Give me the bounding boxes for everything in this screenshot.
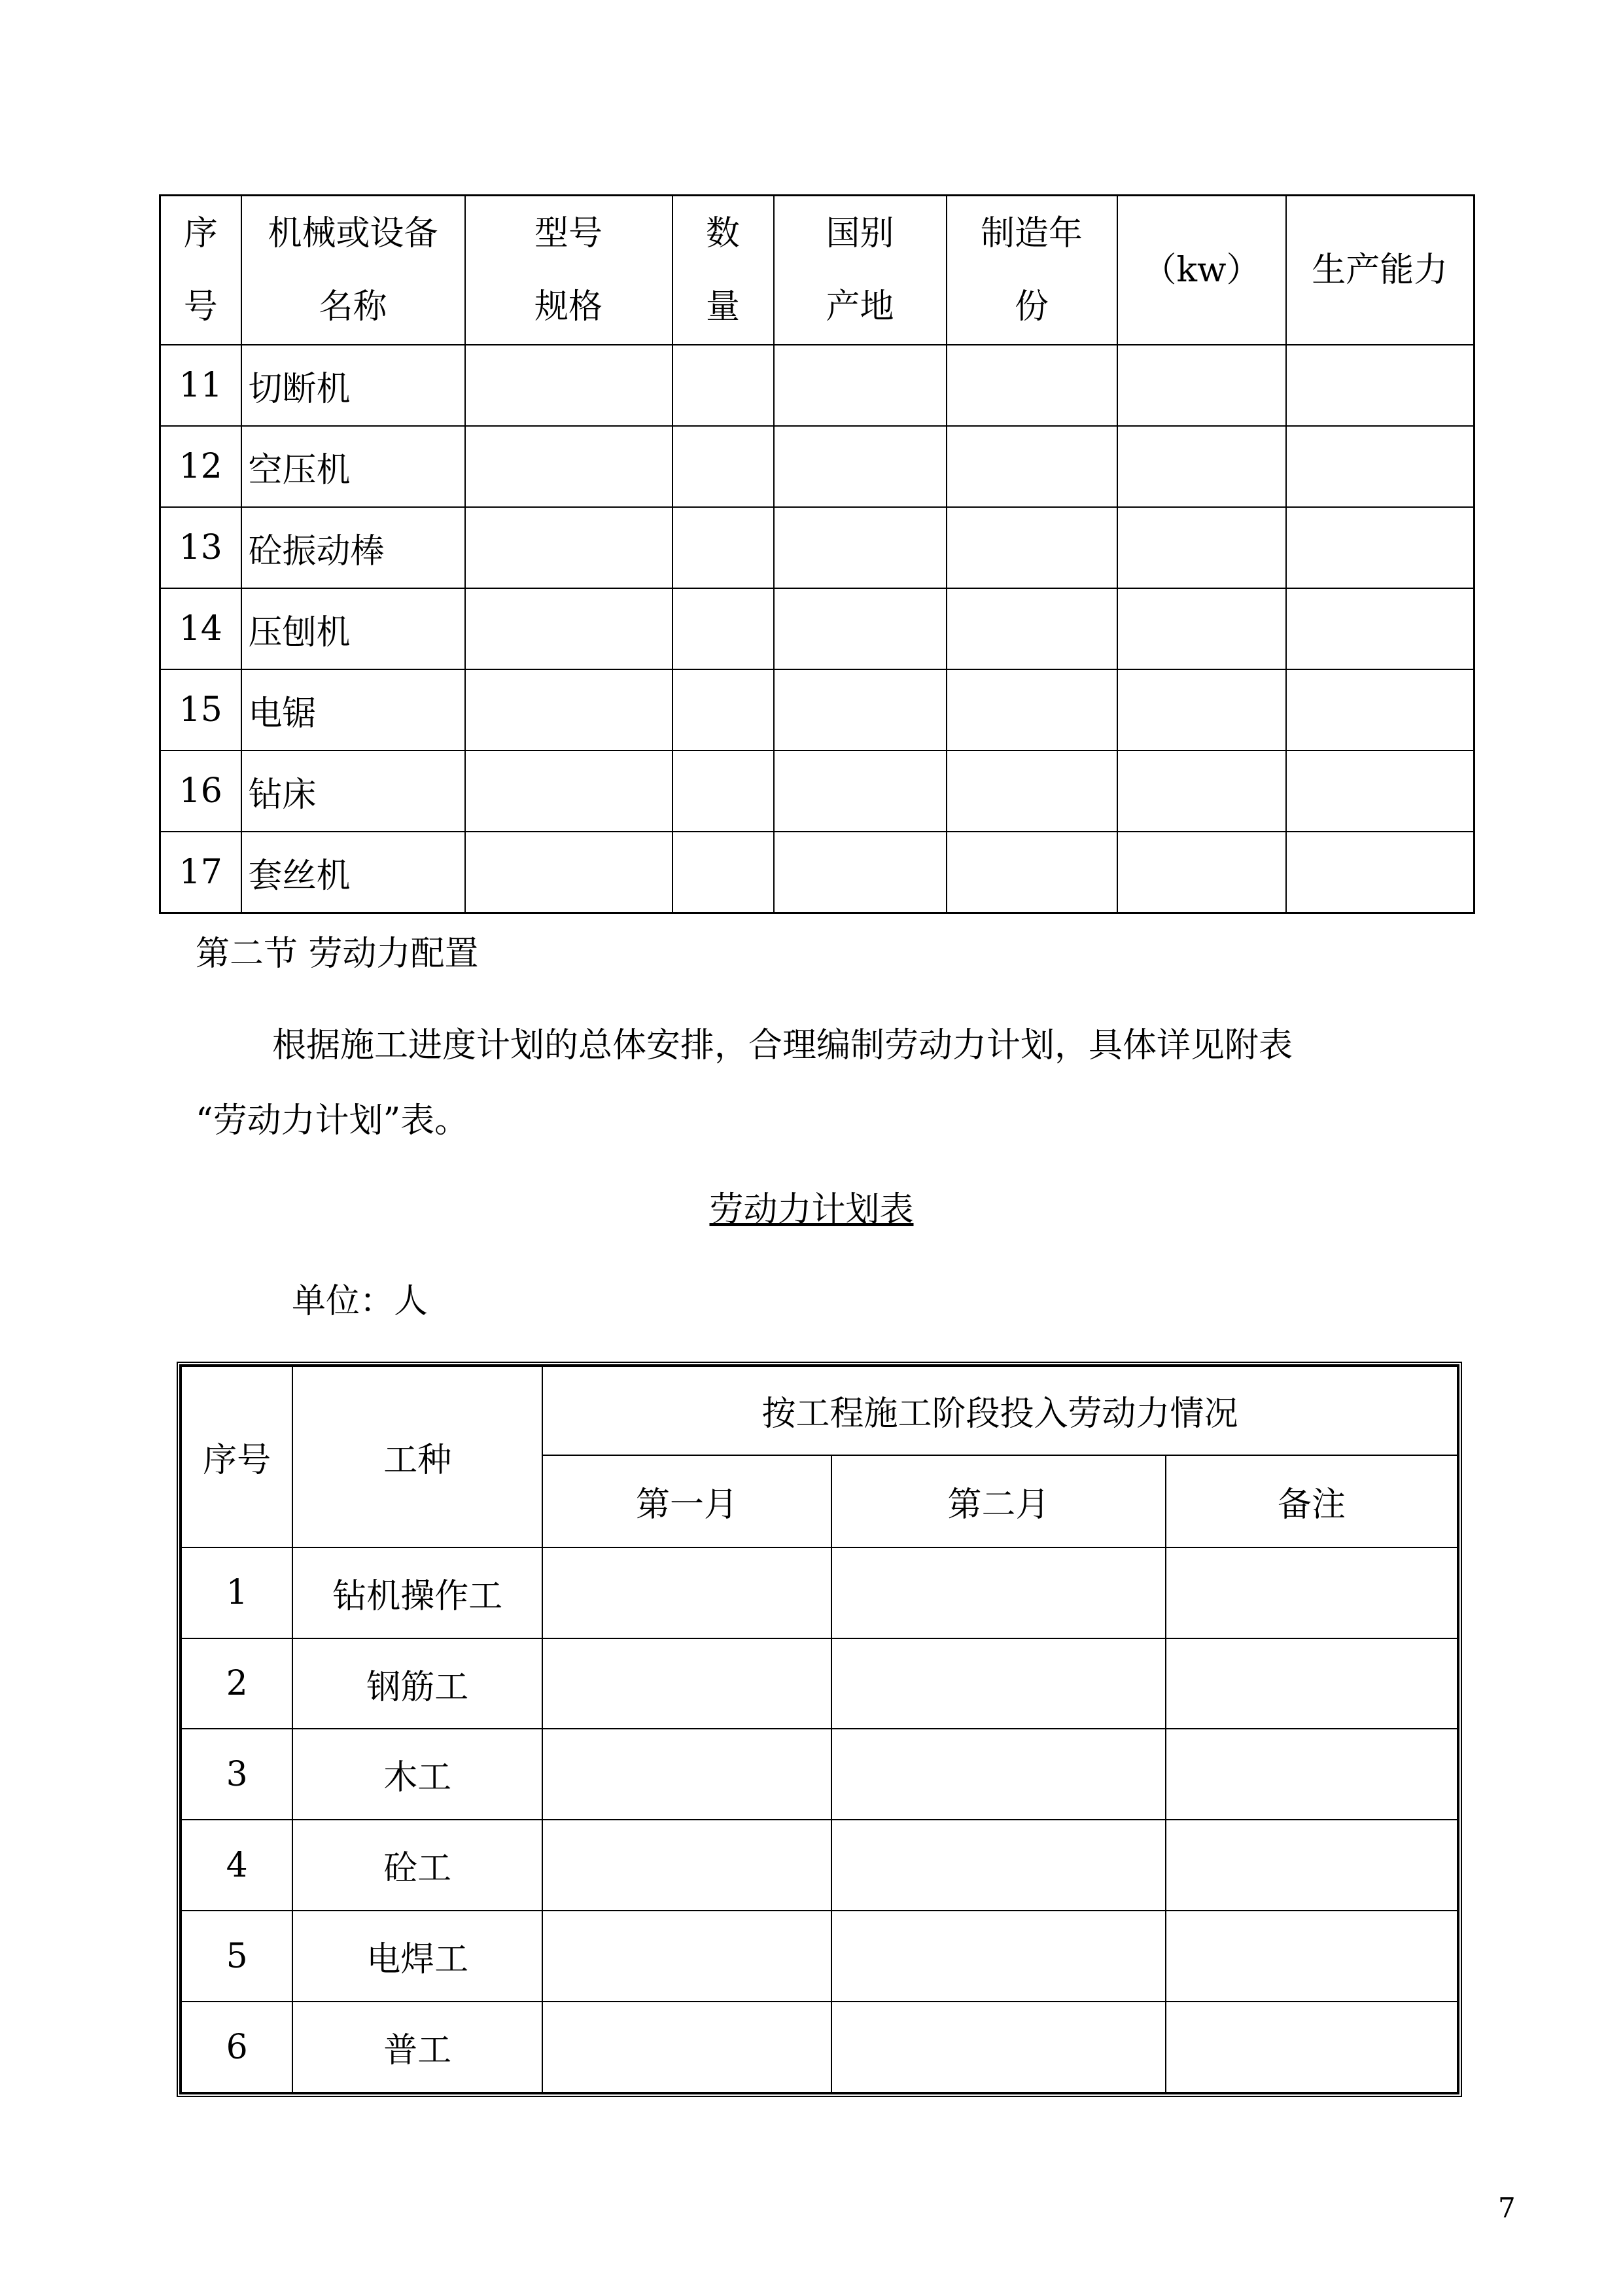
row-number: 13 xyxy=(160,507,241,588)
empty-cell xyxy=(947,426,1117,507)
table-row xyxy=(181,1729,1457,1820)
table-row xyxy=(160,751,1475,832)
empty-cell xyxy=(672,345,774,426)
table-row xyxy=(181,2002,1457,2093)
empty-cell xyxy=(947,345,1117,426)
trade-name: 钢筋工 xyxy=(292,1638,542,1729)
table-row xyxy=(181,1638,1457,1729)
header-trade: 工种 xyxy=(292,1366,542,1547)
paragraph-line-1: 根据施工进度计划的总体安排，合理编制劳动力计划，具体详见附表 xyxy=(272,1026,1293,1065)
row-number: 2 xyxy=(181,1638,292,1729)
empty-cell xyxy=(947,832,1117,913)
table-row xyxy=(160,507,1475,588)
empty-cell xyxy=(947,751,1117,832)
empty-cell xyxy=(1286,832,1475,913)
empty-cell xyxy=(1117,832,1286,913)
equipment-name: 电锯 xyxy=(241,669,465,751)
labor-table-frame xyxy=(177,1362,1462,2097)
empty-cell xyxy=(542,1820,831,1911)
row-number: 1 xyxy=(181,1547,292,1638)
header-cell: 生产能力 xyxy=(1286,196,1475,345)
empty-cell xyxy=(1117,507,1286,588)
row-number: 12 xyxy=(160,426,241,507)
empty-cell xyxy=(947,588,1117,669)
empty-cell xyxy=(542,1729,831,1820)
table-header-row xyxy=(181,1366,1457,1455)
header-cell: 数 量 xyxy=(672,196,774,345)
empty-cell xyxy=(672,426,774,507)
empty-cell xyxy=(947,669,1117,751)
empty-cell xyxy=(542,1911,831,2002)
empty-cell xyxy=(1117,669,1286,751)
unit-label: 单位：人 xyxy=(292,1282,428,1321)
equipment-name: 切断机 xyxy=(241,345,465,426)
empty-cell xyxy=(1117,588,1286,669)
header-group: 按工程施工阶段投入劳动力情况 xyxy=(542,1366,1457,1455)
header-no: 序号 xyxy=(181,1366,292,1547)
empty-cell xyxy=(542,2002,831,2093)
header-month-1: 第一月 xyxy=(542,1455,831,1547)
equipment-name: 套丝机 xyxy=(241,832,465,913)
row-number: 5 xyxy=(181,1911,292,2002)
empty-cell xyxy=(947,507,1117,588)
table-row xyxy=(160,669,1475,751)
empty-cell xyxy=(542,1638,831,1729)
empty-cell xyxy=(672,507,774,588)
header-cell: 制造年 份 xyxy=(947,196,1117,345)
table-row xyxy=(181,1911,1457,2002)
header-cell: 国别 产地 xyxy=(774,196,947,345)
table-row xyxy=(160,588,1475,669)
empty-cell xyxy=(774,588,947,669)
empty-cell xyxy=(774,507,947,588)
equipment-name: 空压机 xyxy=(241,426,465,507)
page-number: 7 xyxy=(1498,2192,1516,2224)
trade-name: 木工 xyxy=(292,1729,542,1820)
empty-cell xyxy=(672,751,774,832)
table-row xyxy=(160,345,1475,426)
empty-cell xyxy=(831,1638,1166,1729)
empty-cell xyxy=(672,832,774,913)
row-number: 6 xyxy=(181,2002,292,2093)
equipment-name: 砼振动棒 xyxy=(241,507,465,588)
trade-name: 普工 xyxy=(292,2002,542,2093)
empty-cell xyxy=(1286,588,1475,669)
empty-cell xyxy=(465,669,672,751)
header-cell: 机械或设备 名称 xyxy=(241,196,465,345)
table-row xyxy=(160,832,1475,913)
empty-cell xyxy=(1166,2002,1457,2093)
empty-cell xyxy=(831,2002,1166,2093)
header-cell: 型号 规格 xyxy=(465,196,672,345)
empty-cell xyxy=(672,588,774,669)
section-heading: 第二节 劳动力配置 xyxy=(196,934,479,974)
empty-cell xyxy=(774,426,947,507)
table-header-row xyxy=(160,196,1475,345)
row-number: 15 xyxy=(160,669,241,751)
empty-cell xyxy=(465,832,672,913)
row-number: 11 xyxy=(160,345,241,426)
empty-cell xyxy=(831,1911,1166,2002)
empty-cell xyxy=(774,832,947,913)
empty-cell xyxy=(1166,1911,1457,2002)
table-row xyxy=(181,1820,1457,1911)
trade-name: 钻机操作工 xyxy=(292,1547,542,1638)
header-remarks: 备注 xyxy=(1166,1455,1457,1547)
empty-cell xyxy=(465,751,672,832)
empty-cell xyxy=(1286,507,1475,588)
equipment-name: 钻床 xyxy=(241,751,465,832)
row-number: 17 xyxy=(160,832,241,913)
empty-cell xyxy=(1286,426,1475,507)
equipment-name: 压刨机 xyxy=(241,588,465,669)
empty-cell xyxy=(465,588,672,669)
empty-cell xyxy=(1286,669,1475,751)
labor-table-title: 劳动力计划表 xyxy=(709,1190,914,1229)
equipment-table xyxy=(159,194,1475,914)
header-month-2: 第二月 xyxy=(831,1455,1166,1547)
trade-name: 电焊工 xyxy=(292,1911,542,2002)
empty-cell xyxy=(774,669,947,751)
table-row xyxy=(181,1547,1457,1638)
empty-cell xyxy=(1166,1547,1457,1638)
empty-cell xyxy=(1117,345,1286,426)
trade-name: 砼工 xyxy=(292,1820,542,1911)
empty-cell xyxy=(542,1547,831,1638)
header-cell: （kw） xyxy=(1117,196,1286,345)
empty-cell xyxy=(831,1820,1166,1911)
empty-cell xyxy=(1117,426,1286,507)
empty-cell xyxy=(1286,345,1475,426)
empty-cell xyxy=(1117,751,1286,832)
row-number: 14 xyxy=(160,588,241,669)
empty-cell xyxy=(465,345,672,426)
row-number: 3 xyxy=(181,1729,292,1820)
empty-cell xyxy=(831,1547,1166,1638)
row-number: 4 xyxy=(181,1820,292,1911)
empty-cell xyxy=(1166,1820,1457,1911)
empty-cell xyxy=(1166,1729,1457,1820)
paragraph-line-2: “劳动力计划”表。 xyxy=(196,1101,469,1140)
table-row xyxy=(160,426,1475,507)
labor-table xyxy=(181,1366,1458,2093)
empty-cell xyxy=(465,507,672,588)
empty-cell xyxy=(672,669,774,751)
empty-cell xyxy=(774,751,947,832)
empty-cell xyxy=(831,1729,1166,1820)
row-number: 16 xyxy=(160,751,241,832)
empty-cell xyxy=(1166,1638,1457,1729)
empty-cell xyxy=(774,345,947,426)
empty-cell xyxy=(1286,751,1475,832)
header-cell: 序 号 xyxy=(160,196,241,345)
empty-cell xyxy=(465,426,672,507)
